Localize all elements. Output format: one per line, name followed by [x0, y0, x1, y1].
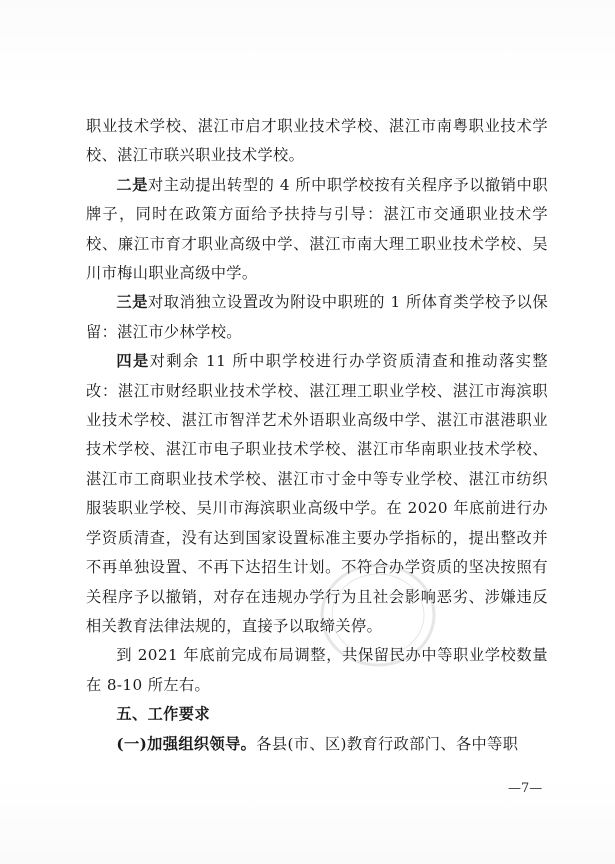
paragraph-text: 对取消独立设置改为附设中职班的 1 所体育类学校予以保留：湛江市少林学校。 — [86, 293, 548, 341]
paragraph-lead: 四是 — [116, 352, 150, 371]
document-body — [86, 112, 548, 759]
paragraph-lead: 三是 — [116, 293, 148, 312]
paragraph-summary: 到 2021 年底前完成布局调整，共保留民办中等职业学校数量在 8-10 所左右。 — [86, 646, 548, 694]
paragraph-two — [86, 171, 548, 289]
paragraph-lead: 二是 — [116, 175, 148, 194]
paragraph-three — [86, 288, 548, 347]
paragraph-text: 对剩余 11 所中职学校进行办学资质清查和推动落实整改：湛江市财经职业技术学校、湛江理工职业学校、湛江市海滨职业技术学校、湛江市智洋艺术外语职业高级中学、湛江市湛港职业技术学校、湛江市电子职业技术学校、湛江市华南职业技术学校、湛江市工商职业技术学校、湛江市寸金中等专业学校、湛江市纺织服装职业学校、吴川市海滨职业高级中学。在 2020 年底前进行办学资质清查，没有达到国家设置标准主要办学指标的，提出整改并不再单独设置、不再下达招生计划。不符合办学资质的坚决按照有关程序予以撤销，对存在违规办学行为且社会影响恶劣、涉嫌违反相关教育法律法规的，直接予以取缔关停。 — [86, 352, 548, 635]
section-heading: 五、工作要求 — [116, 705, 210, 724]
paragraph-text: 对主动提出转型的 4 所中职学校按有关程序予以撤销中职牌子，同时在政策方面给予扶持与引导：湛江市交通职业技术学校、廉江市育才职业高级中学、湛江市南大理工职业技术学校、吴川市梅山职业高级中学。 — [86, 175, 548, 283]
paragraph-four — [86, 347, 548, 641]
paragraph-continuation: 职业技术学校、湛江市启才职业技术学校、湛江市南粤职业技术学校、湛江市联兴职业技术学校。 — [86, 117, 548, 165]
paragraph-text: 各县(市、区)教育行政部门、各中等职 — [256, 734, 519, 753]
paragraph-requirement — [86, 730, 548, 759]
page-number: —7— — [508, 781, 543, 796]
paragraph-lead: (一)加强组织领导。 — [116, 734, 257, 753]
